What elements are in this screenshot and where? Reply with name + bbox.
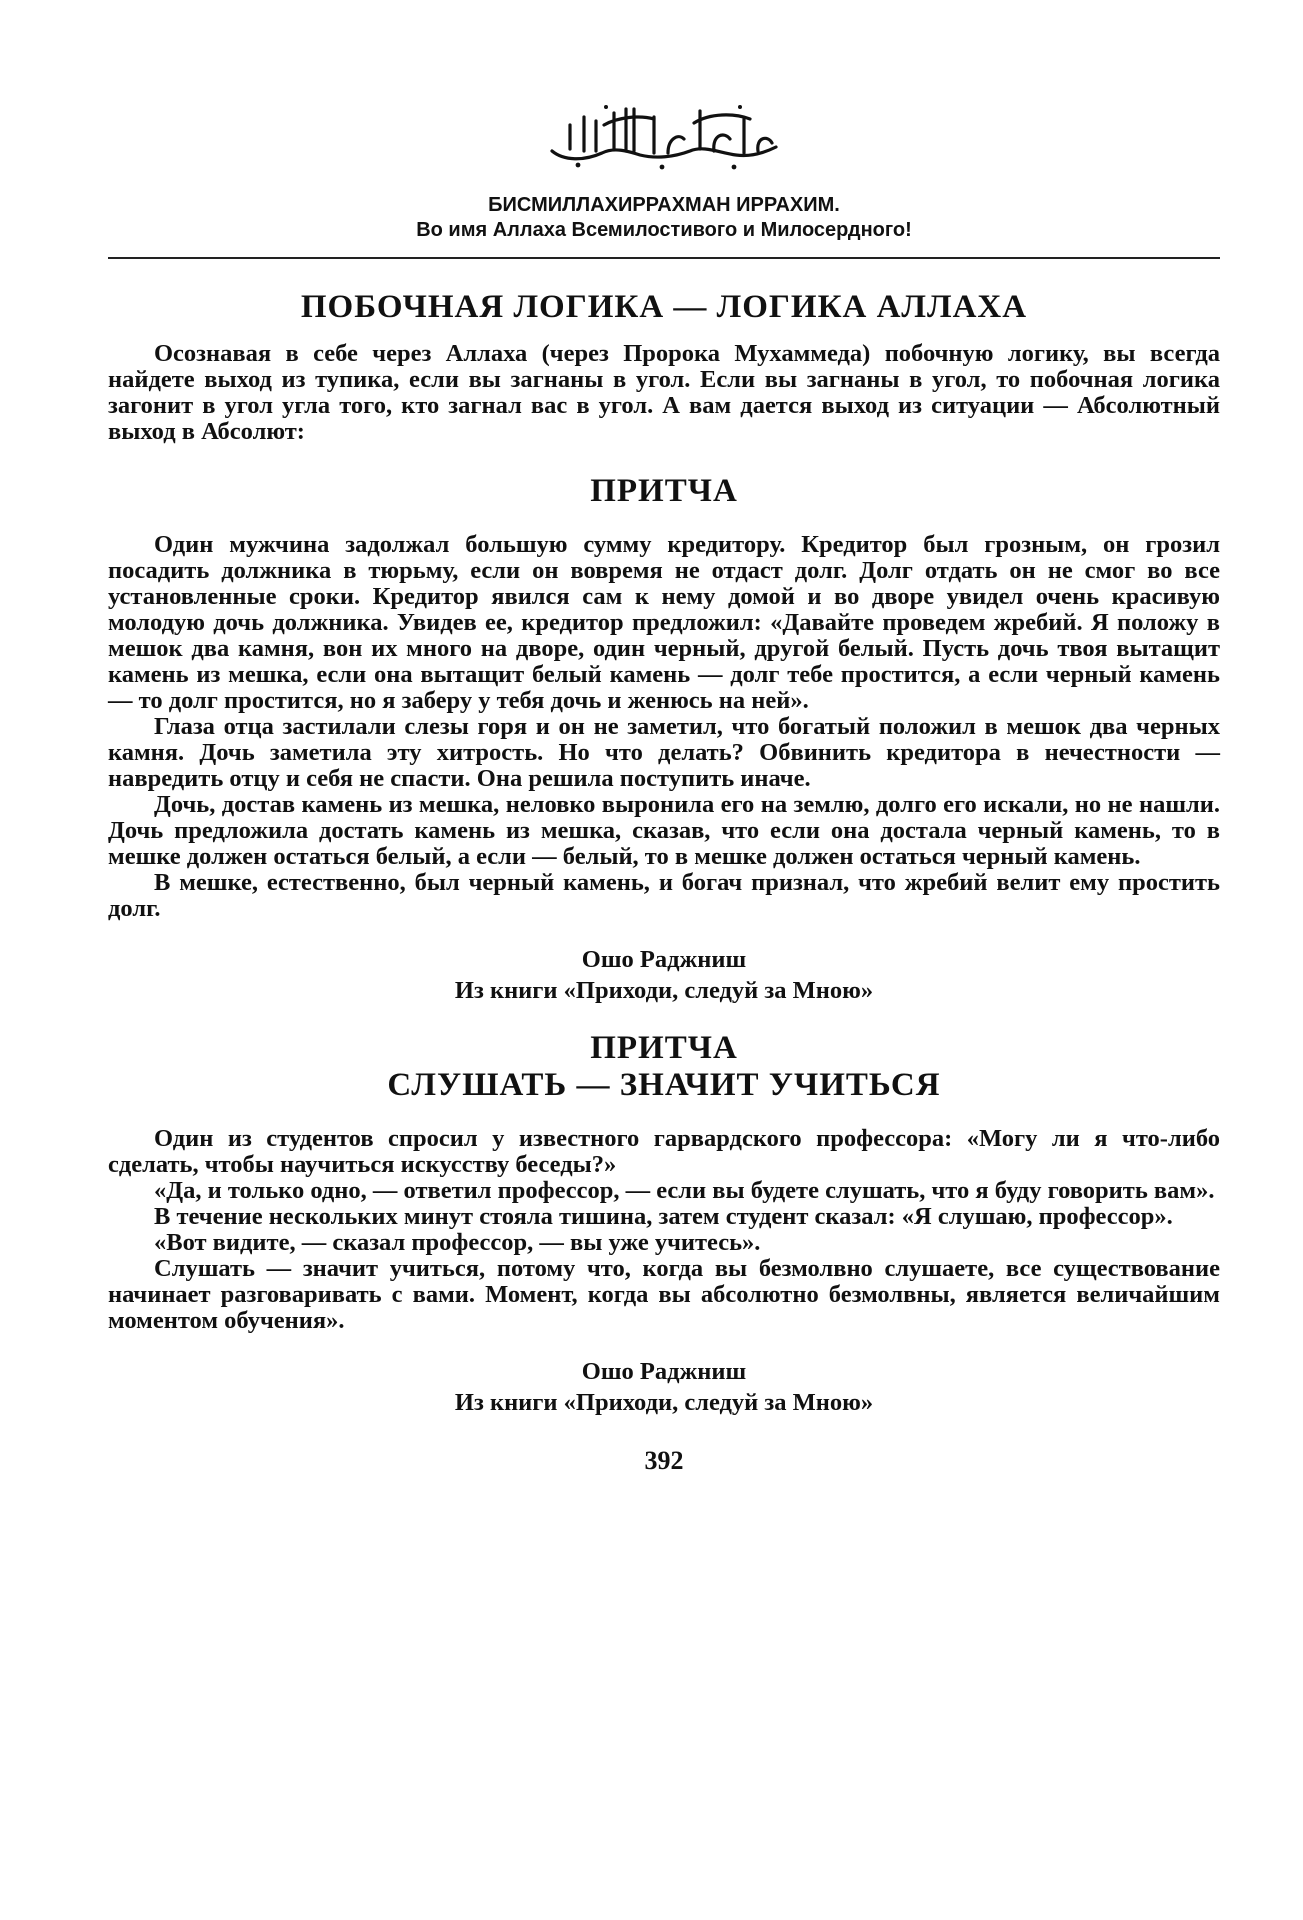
bismillah-calligraphy: [108, 95, 1220, 193]
section-intro-paragraph: Осознавая в себе через Аллаха (через Пророка Мухаммеда) побочную логику, вы всегда найдете выход из тупика, если вы загнаны в угол. Если вы загнаны в угол, то побочная логика загонит в угол угла того, кто загнал вас в угол. А вам дается выход из ситуации — Абсолютный выход в Абсолют:: [108, 340, 1220, 445]
header-translation: Во имя Аллаха Всемилостивого и Милосердного!: [416, 219, 912, 241]
parable-source: Из книги «Приходи, следуй за Мною»: [454, 1389, 874, 1416]
document-page: [108, 95, 1220, 1476]
parable-paragraph: В мешке, естественно, был черный камень, и богач признал, что жребий велит ему простить долг.: [108, 869, 1220, 922]
parable-title: ПРИТЧА: [590, 1030, 738, 1066]
arabic-calligraphy-icon: [544, 95, 784, 173]
parable-paragraph: В течение нескольких минут стояла тишина, затем студент сказал: «Я слушаю, профессор».: [154, 1203, 1173, 1230]
section-title: ПОБОЧНАЯ ЛОГИКА — ЛОГИКА АЛЛАХА: [300, 289, 1028, 325]
header-divider: [108, 257, 1220, 259]
parable-paragraph: Один из студентов спросил у известного гарвардского профессора: «Могу ли я что-либо сделать, чтобы научиться искусству беседы?»: [108, 1125, 1220, 1178]
parable-source: Из книги «Приходи, следуй за Мною»: [454, 977, 874, 1004]
parable-title: ПРИТЧА: [590, 473, 738, 509]
parable-paragraph: «Да, и только одно, — ответил профессор, — если вы будете слушать, что я буду говорить вам».: [154, 1177, 1215, 1204]
page-number: 392: [644, 1446, 684, 1475]
parable-author: Ошо Раджниш: [581, 946, 747, 973]
parable-body: [108, 1126, 1220, 1334]
parable-paragraph: Слушать — значит учиться, потому что, когда вы безмолвно слушаете, все существование начинает разговаривать с вами. Момент, когда вы абсолютно безмолвны, является величайшим моментом обучения».: [108, 1255, 1220, 1334]
header-transliteration: БИСМИЛЛАХИРРАХМАН ИРРАХИМ.: [488, 194, 840, 216]
parable-paragraph: Дочь, достав камень из мешка, неловко выронила его на землю, долго его искали, но не нашли. Дочь предложила достать камень из мешка, сказав, что если она достала черный камень, то в мешке должен остаться белый, а если — белый, то в мешке должен остаться черный камень.: [108, 791, 1220, 870]
parable-paragraph: «Вот видите, — сказал профессор, — вы уже учитесь».: [154, 1229, 761, 1256]
parable-author: Ошо Раджниш: [581, 1358, 747, 1385]
parable-paragraph: Глаза отца застилали слезы горя и он не заметил, что богатый положил в мешок два черных камня. Дочь заметила эту хитрость. Но что делать? Обвинить кредитора в нечестности — навредить отцу и себя не спасти. Она решила поступить иначе.: [108, 713, 1220, 792]
parable-body: [108, 532, 1220, 922]
parable-subtitle: СЛУШАТЬ — ЗНАЧИТ УЧИТЬСЯ: [387, 1067, 941, 1103]
parable-paragraph: Один мужчина задолжал большую сумму кредитору. Кредитор был грозным, он грозил посадить должника в тюрьму, если он вовремя не отдаст долг. Долг отдать он не смог во все установленные сроки. Кредитор явился сам к нему домой и во дворе увидел очень красивую молодую дочь должника. Увидев ее, кредитор предложил: «Давайте проведем жребий. Я положу в мешок два камня, вон их много на дворе, один черный, другой белый. Пусть дочь твоя вытащит камень из мешка, если она вытащит белый камень — долг тебе простится, а если черный камень — то долг простится, но я заберу у тебя дочь и женюсь на ней».: [108, 531, 1220, 714]
